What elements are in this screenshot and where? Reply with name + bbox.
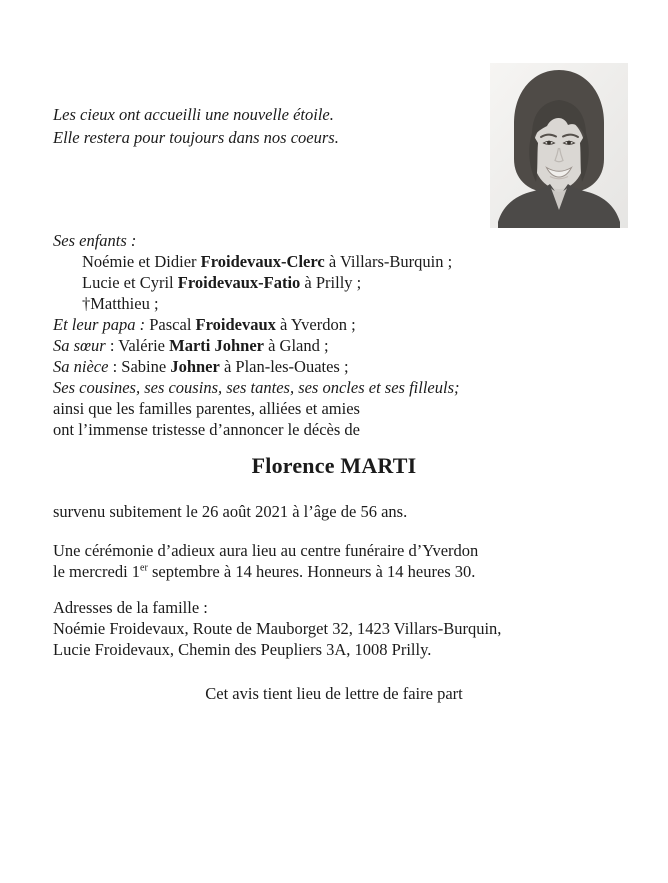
- address-line: Lucie Froidevaux, Chemin des Peupliers 3A, 1008 Prilly.: [53, 640, 432, 659]
- death-details: [53, 501, 615, 522]
- family-line: Ses enfants :: [53, 231, 137, 250]
- epigraph-line: Elle restera pour toujours dans nos coeurs.: [53, 128, 339, 147]
- family-line: ainsi que les familles parentes, alliées et amies: [53, 399, 360, 418]
- family-line: Sa sœur : Valérie Marti Johner à Gland ;: [53, 336, 329, 355]
- footer-note: [53, 683, 615, 704]
- family-line: Noémie et Didier Froidevaux-Clerc à Villars-Burquin ;: [82, 252, 453, 271]
- family-line: Lucie et Cyril Froidevaux-Fatio à Prilly ;: [82, 273, 362, 292]
- pupil-left: [547, 141, 551, 145]
- portrait-photo: [490, 63, 628, 228]
- family-line: Sa nièce : Sabine Johner à Plan-les-Ouates ;: [53, 357, 349, 376]
- family-line: Et leur papa : Pascal Froidevaux à Yverdon ;: [53, 315, 356, 334]
- family-section: [53, 230, 615, 440]
- family-line: †Matthieu ;: [82, 294, 159, 313]
- ceremony-line: Une cérémonie d’adieux aura lieu au centre funéraire d’Yverdon: [53, 541, 479, 560]
- ceremony-line: le mercredi 1er septembre à 14 heures. Honneurs à 14 heures 30.: [53, 562, 476, 581]
- epigraph-line: Les cieux ont accueilli une nouvelle étoile.: [53, 105, 334, 124]
- family-line: Ses cousines, ses cousins, ses tantes, ses oncles et ses filleuls;: [53, 378, 460, 397]
- family-line: ont l’immense tristesse d’annoncer le décès de: [53, 420, 360, 439]
- death-details-line: survenu subitement le 26 août 2021 à l’âge de 56 ans.: [53, 502, 408, 521]
- pupil-right: [567, 141, 571, 145]
- ceremony-section: [53, 540, 615, 582]
- footer-note-text: Cet avis tient lieu de lettre de faire part: [205, 684, 463, 703]
- address-line: Noémie Froidevaux, Route de Mauborget 32, 1423 Villars-Burquin,: [53, 619, 502, 638]
- deceased-name: Florence MARTI: [251, 453, 417, 478]
- addresses-section: [53, 597, 615, 660]
- addresses-title: Adresses de la famille :: [53, 598, 208, 617]
